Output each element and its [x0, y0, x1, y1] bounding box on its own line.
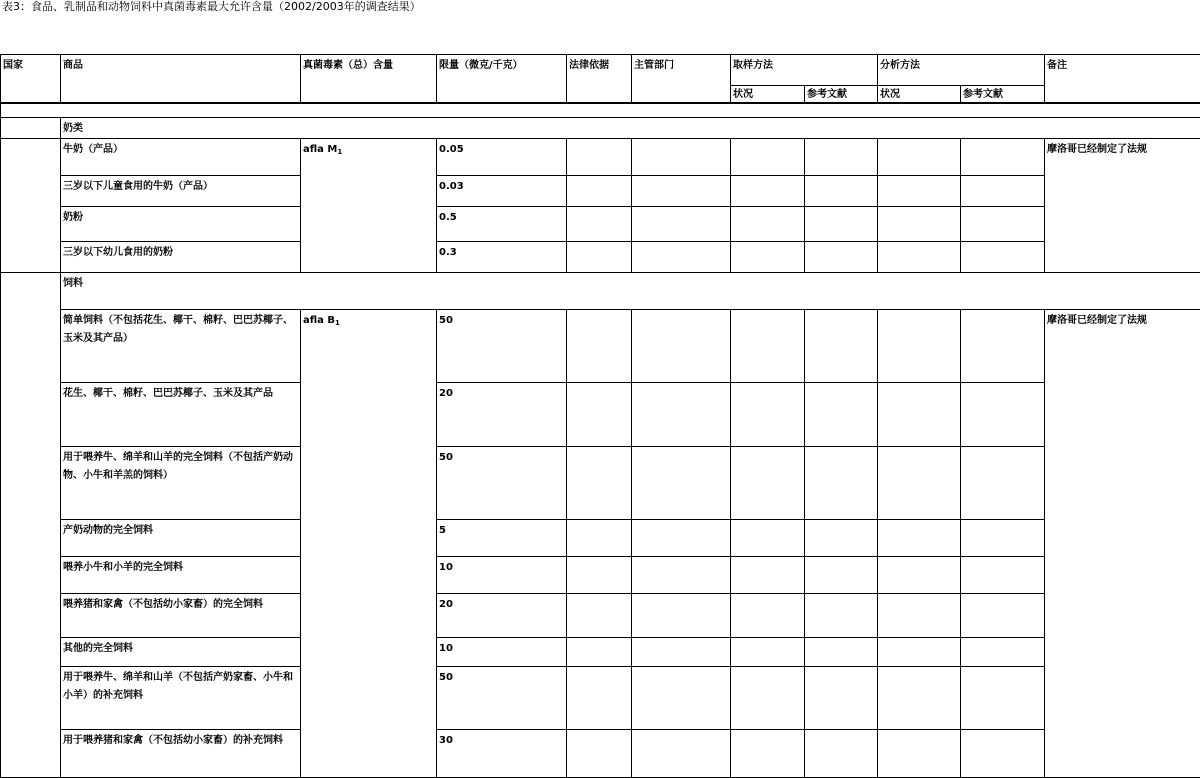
toxin-cell-feed: afla $B_1$	[301, 309, 437, 777]
limit-cell: 0.05	[437, 138, 567, 175]
header-sampling-reference: 参考文献	[805, 86, 878, 104]
commodity-cell: 喂养猪和家禽（不包括幼小家畜）的完全饲料	[61, 593, 301, 637]
header-limit: 限量（微克/千克）	[437, 55, 567, 104]
limit-cell: 50	[437, 666, 567, 729]
limit-cell: 10	[437, 637, 567, 666]
limit-cell: 50	[437, 446, 567, 519]
country-cell	[1, 138, 61, 272]
limit-cell: 0.3	[437, 241, 567, 272]
table-caption: 表3：食品、乳制品和动物饲料中真菌毒素最大允许含量（2002/2003年的调查结果）	[2, 0, 421, 14]
category-dairy: 奶类	[61, 117, 1200, 138]
commodity-cell: 牛奶（产品）	[61, 138, 301, 175]
limit-cell: 30	[437, 729, 567, 777]
limit-cell: 0.03	[437, 175, 567, 206]
commodity-cell: 用于喂养猪和家禽（不包括幼小家畜）的补充饲料	[61, 729, 301, 777]
commodity-cell: 花生、椰干、棉籽、巴巴苏椰子、玉米及其产品	[61, 382, 301, 446]
country-cell	[1, 272, 61, 777]
country-cell	[1, 117, 61, 138]
limit-cell: 0.5	[437, 206, 567, 241]
header-country: 国家	[1, 55, 61, 104]
header-authority: 主管部门	[632, 55, 731, 104]
commodity-cell: 三岁以下儿童食用的牛奶（产品）	[61, 175, 301, 206]
remark-cell-dairy: 摩洛哥已经制定了法规	[1045, 138, 1200, 272]
remark-cell-feed: 摩洛哥已经制定了法规	[1045, 309, 1200, 777]
header-legal-basis: 法律依据	[567, 55, 632, 104]
mycotoxin-table	[0, 54, 1200, 778]
header-analysis-reference: 参考文献	[961, 86, 1045, 104]
limit-cell: 50	[437, 309, 567, 382]
commodity-cell: 简单饲料（不包括花生、椰干、棉籽、巴巴苏椰子、玉米及其产品）	[61, 309, 301, 382]
header-commodity: 商品	[61, 55, 301, 104]
commodity-cell: 产奶动物的完全饲料	[61, 519, 301, 556]
toxin-cell-dairy: afla $M_1$	[301, 138, 437, 272]
category-feed: 饲料	[61, 272, 1200, 309]
limit-cell: 10	[437, 556, 567, 593]
header-remarks: 备注	[1045, 55, 1200, 104]
header-sampling-status: 状况	[731, 86, 805, 104]
commodity-cell: 用于喂养牛、绵羊和山羊（不包括产奶家畜、小牛和小羊）的补充饲料	[61, 666, 301, 729]
commodity-cell: 喂养小牛和小羊的完全饲料	[61, 556, 301, 593]
header-analysis-status: 状况	[878, 86, 961, 104]
header-mycotoxin: 真菌毒素（总）含量	[301, 55, 437, 104]
commodity-cell: 用于喂养牛、绵羊和山羊的完全饲料（不包括产奶动物、小牛和羊羔的饲料）	[61, 446, 301, 519]
separator-row	[1, 103, 1200, 117]
limit-cell: 5	[437, 519, 567, 556]
commodity-cell: 奶粉	[61, 206, 301, 241]
limit-cell: 20	[437, 382, 567, 446]
header-sampling: 取样方法	[731, 55, 878, 86]
header-analysis: 分析方法	[878, 55, 1045, 86]
limit-cell: 20	[437, 593, 567, 637]
commodity-cell: 三岁以下幼儿食用的奶粉	[61, 241, 301, 272]
commodity-cell: 其他的完全饲料	[61, 637, 301, 666]
